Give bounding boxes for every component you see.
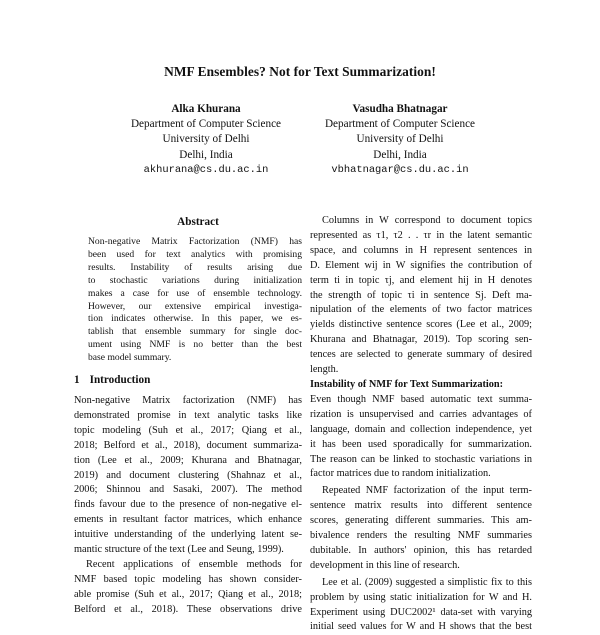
introduction-body <box>74 394 302 618</box>
abstract-line: tion indicates otherwise. In this paper, we es- <box>88 313 302 325</box>
body-line: Lee et al. (2009) suggested a simplistic fix to this <box>322 576 532 588</box>
section-title: Introduction <box>89 374 151 386</box>
body-line: yields distinctive sentence scores (Lee et al., 2009; <box>310 319 532 331</box>
abstract-line: been used for text analytics with promising <box>88 248 302 260</box>
body-line: initial seed values for W and H shows that the best <box>310 621 532 633</box>
body-line: 2019) and document clustering (Shahnaz et al., <box>74 469 302 481</box>
body-line: mantic structure of the text (Lee and Seung, 1999). <box>74 544 284 556</box>
instability-heading: Instability of NMF for Text Summarization: <box>310 378 504 390</box>
author-email: akhurana@cs.du.ac.in <box>143 163 269 176</box>
body-line: the strength of topic τi in sentence Sj. Deft ma- <box>310 289 532 301</box>
abstract-line: base model summary. <box>88 352 172 364</box>
body-line: NMF based topic modeling has shown consider- <box>74 573 302 585</box>
abstract-line: results. Instability of results arising due <box>88 261 302 273</box>
body-line: Experiment using DUC2002¹ data-set with varying <box>310 606 532 618</box>
abstract-heading: Abstract <box>177 216 219 228</box>
abstract-line: tablish that ensemble summary for single doc- <box>88 326 302 338</box>
body-line: Non-negative Matrix factorization (NMF) has <box>74 395 302 406</box>
author-city: Delhi, India <box>373 148 427 161</box>
author-city: Delhi, India <box>179 148 233 161</box>
body-line: demonstrated promise in text analytic tasks like <box>74 409 302 421</box>
abstract-line: Non-negative Matrix Factorization (NMF) has <box>88 236 302 247</box>
body-line: sentence matrix results into different sentence <box>310 500 532 512</box>
author-email: vbhatnagar@cs.du.ac.in <box>331 163 469 176</box>
abstract-line: to stochastic variations during initialization <box>88 274 302 286</box>
body-line: rization is unsupervised and carries advantages of <box>310 408 532 420</box>
body-line: dubitable. In authors' opinion, this has retarded <box>310 544 532 556</box>
section-number: 1 <box>74 374 80 386</box>
body-line: able promise (Suh et al., 2017; Qiang et al., 2018; <box>74 588 302 600</box>
abstract-line: ument using NMF is no better than the best <box>88 339 302 351</box>
body-line: Khurana and Bhatnagar, 2019). Top scoring sen- <box>310 334 532 346</box>
author-block-1 <box>96 102 316 178</box>
body-line: factor matrices due to random initialization. <box>310 468 491 480</box>
body-line: Recent applications of ensemble methods for <box>86 558 302 570</box>
body-line: Columns in W correspond to document topics <box>322 215 532 226</box>
body-line: Repeated NMF factorization of the input term- <box>322 485 532 497</box>
body-line: tences are selected to generate summary of desired <box>310 349 532 361</box>
author-university: University of Delhi <box>356 133 444 146</box>
body-line: finds favour due to the presence of non-negative el- <box>74 499 302 511</box>
right-column-body <box>310 214 532 635</box>
body-line: topic modeling (Suh et al., 2017; Qiang et al., <box>74 424 302 436</box>
author-name: Vasudha Bhatnagar <box>352 103 448 115</box>
body-line: Even though NMF based automatic text summa- <box>310 393 532 405</box>
body-line: D. Element wij in W signifies the contribution of <box>310 259 532 271</box>
body-line: 2006; Shinnou and Sasaki, 2007). The method <box>74 484 302 496</box>
body-line: scores, generating different summaries. This am- <box>310 515 532 527</box>
section-heading-introduction <box>74 374 150 386</box>
body-line: intuitive understanding of the underlying latent se- <box>74 529 302 541</box>
abstract-line: makes a case for use of ensemble technology. <box>88 287 302 299</box>
body-line: problem by using static initialization for W and H. <box>310 591 532 603</box>
body-line: term ti in topic τj, and element hij in H denotes <box>310 274 532 286</box>
body-line: length. <box>310 364 339 376</box>
author-university: University of Delhi <box>162 133 250 146</box>
body-line: 2018; Belford et al., 2018), document summariza- <box>74 439 302 451</box>
body-line: tion (Lee et al., 2009; Khurana and Bhatnagar, <box>74 454 302 466</box>
author-department: Department of Computer Science <box>324 118 476 131</box>
body-line: development in this line of research. <box>310 559 460 571</box>
body-line: Belford et al., 2018). These observations drive <box>74 603 302 615</box>
author-name: Alka Khurana <box>171 103 241 115</box>
author-block-2 <box>290 102 510 178</box>
body-line: space, and columns in H represent sentences in <box>310 244 532 256</box>
body-line: language, domain and collection independence, yet <box>310 423 532 435</box>
body-line: represented as τ1, τ2 . . τr in the latent semantic <box>310 229 532 241</box>
abstract-body <box>88 236 302 365</box>
body-line: bivalence renders the resulting NMF summaries <box>310 530 532 542</box>
abstract-line: However, our extensive empirical investiga- <box>88 300 302 312</box>
author-department: Department of Computer Science <box>130 118 282 131</box>
body-line: ements in resultant factor matrices, which enhance <box>74 514 302 526</box>
body-line: it has been used sporadically for summarization. <box>310 438 532 450</box>
paper-title: NMF Ensembles? Not for Text Summarization! <box>164 64 436 79</box>
body-line: The reason can be linked to stochastic variations in <box>310 453 532 465</box>
body-line: nipulation of the elements of two factor matrices <box>310 304 532 316</box>
